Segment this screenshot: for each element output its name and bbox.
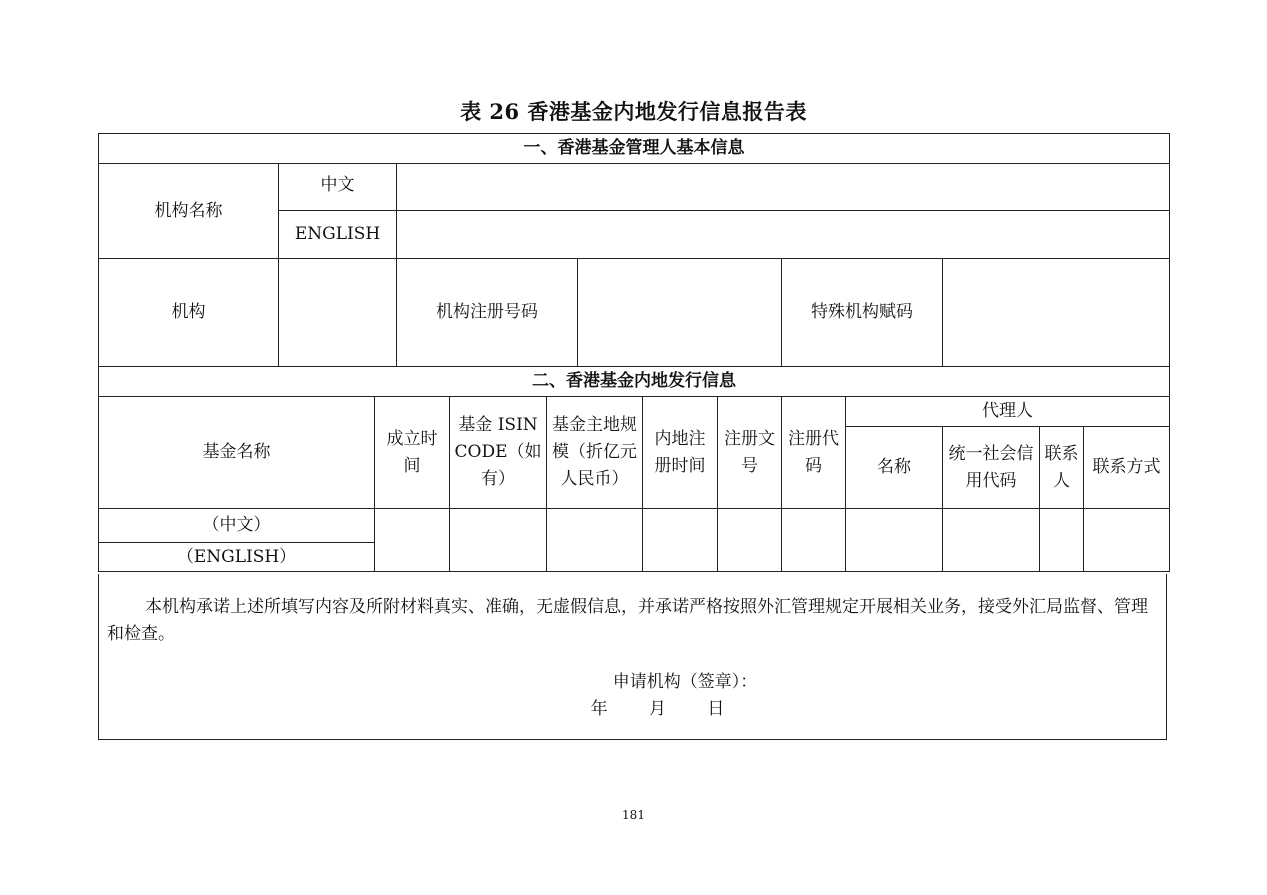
month-label: 月 [649, 699, 666, 719]
reg-number-label: 机构注册号码 [397, 259, 578, 367]
english-label: ENGLISH [279, 211, 397, 259]
page-title: 表 26 香港基金内地发行信息报告表 [460, 99, 807, 124]
agent-contact-method-field[interactable] [1084, 509, 1170, 572]
agent-contact-field[interactable] [1040, 509, 1084, 572]
scale-field[interactable] [547, 509, 643, 572]
section1-header: 一、香港基金管理人基本信息 [99, 134, 1170, 164]
mainland-reg-time-header: 内地注册时间 [643, 397, 718, 509]
report-form-table [98, 133, 1170, 572]
agent-contact-header: 联系人 [1040, 427, 1084, 509]
established-field[interactable] [375, 509, 450, 572]
established-header: 成立时间 [375, 397, 450, 509]
pledge-section [98, 574, 1167, 740]
applicant-signature-label: 申请机构（签章）： [612, 672, 758, 692]
fund-name-english-label: （ENGLISH） [99, 543, 375, 572]
special-code-field[interactable] [943, 259, 1170, 367]
fund-name-header: 基金名称 [99, 397, 375, 509]
org-name-english-field[interactable] [397, 211, 1170, 259]
section2-header: 二、香港基金内地发行信息 [99, 367, 1170, 397]
org-label: 机构 [99, 259, 279, 367]
mainland-reg-time-field[interactable] [643, 509, 718, 572]
isin-header: 基金 ISIN CODE（如有） [450, 397, 547, 509]
agent-credit-code-field[interactable] [943, 509, 1040, 572]
agent-credit-code-header: 统一社会信用代码 [943, 427, 1040, 509]
signature-block [99, 669, 1166, 723]
day-label: 日 [707, 699, 725, 719]
org-name-label: 机构名称 [99, 164, 279, 259]
reg-code-field[interactable] [782, 509, 846, 572]
page-number: 181 [622, 808, 645, 822]
fund-name-chinese-label: （中文） [99, 509, 375, 543]
reg-doc-no-header: 注册文号 [718, 397, 782, 509]
agent-contact-method-header: 联系方式 [1084, 427, 1170, 509]
special-code-label: 特殊机构赋码 [782, 259, 943, 367]
org-field[interactable] [279, 259, 397, 367]
date-row [573, 696, 743, 723]
agent-name-header: 名称 [846, 427, 943, 509]
scale-header: 基金主地规模（折亿元人民币） [547, 397, 643, 509]
agent-header: 代理人 [846, 397, 1170, 427]
agent-name-field[interactable] [846, 509, 943, 572]
org-name-chinese-field[interactable] [397, 164, 1170, 211]
chinese-label: 中文 [279, 164, 397, 211]
year-label: 年 [590, 699, 608, 719]
reg-doc-no-field[interactable] [718, 509, 782, 572]
reg-code-header: 注册代码 [782, 397, 846, 509]
reg-number-field[interactable] [578, 259, 782, 367]
pledge-text: 本机构承诺上述所填写内容及所附材料真实、准确，无虚假信息，并承诺严格按照外汇管理规定开展相关业务，接受外汇局监督、管理和检查。 [107, 597, 1148, 644]
isin-field[interactable] [450, 509, 547, 572]
